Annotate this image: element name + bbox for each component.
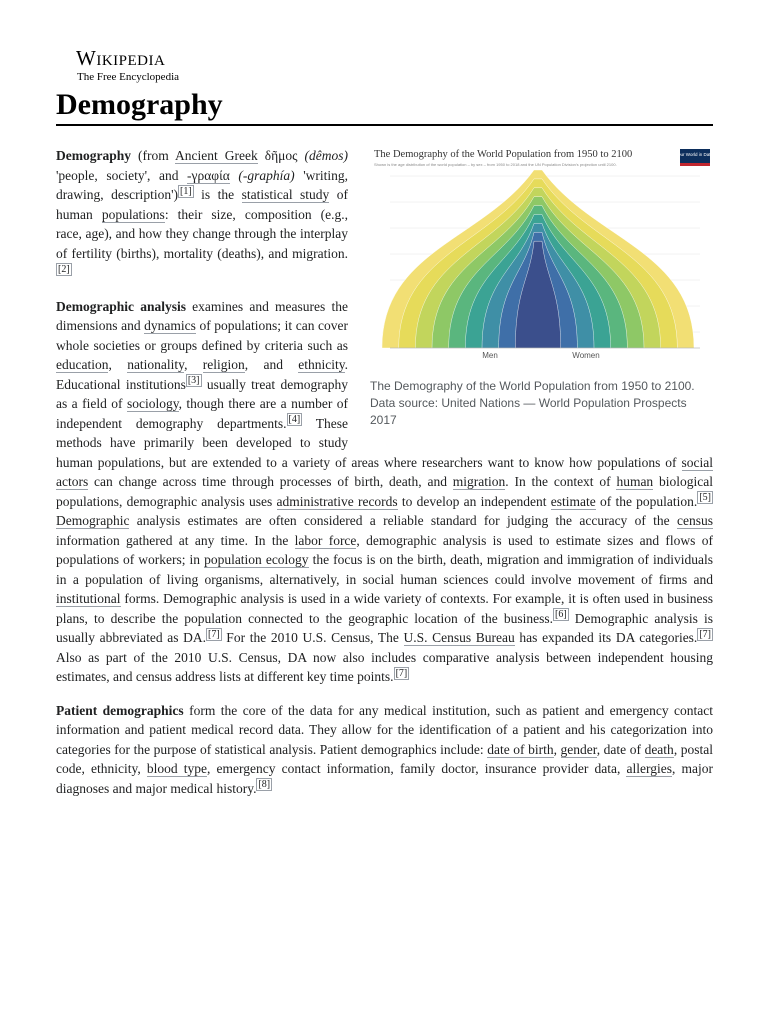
link-labor-force[interactable]: labor force: [294, 532, 357, 548]
paragraph-3: Patient demographics form the core of the data for any medical institution, such as patient and emergency contact information and patient medical record data. They allow for the identification of a patient and his categorization into categories for the purpose of statistical analysis. Patient demographics include: date of birth, gender, date of death, postal code, ethnicity, blood type, emergency contact information, family doctor, insurance provider data, allergies, major diagnoses and major medical history. [8]: [56, 702, 714, 796]
ref-7b[interactable]: [7]: [699, 628, 711, 640]
title-divider: [56, 124, 713, 126]
link-graphia[interactable]: -γραφία: [187, 167, 230, 183]
ref-7a[interactable]: [7]: [208, 628, 220, 640]
owid-badge: Our World in Data: [677, 152, 713, 157]
chart-title: The Demography of the World Population from 1950 to 2100: [374, 149, 633, 160]
link-human[interactable]: human: [616, 474, 654, 489]
label-men: Men: [482, 351, 498, 360]
logo-wordmark: Wikipedia: [76, 46, 166, 70]
ref-1[interactable]: [1]: [180, 185, 192, 197]
link-education[interactable]: education: [56, 357, 109, 372]
link-dynamics[interactable]: dynamics: [144, 318, 196, 333]
link-us-census-bureau[interactable]: U.S. Census Bureau: [403, 630, 515, 645]
link-gender[interactable]: gender: [560, 741, 597, 757]
link-death[interactable]: death: [644, 741, 674, 757]
link-estimate[interactable]: estimate: [550, 493, 596, 509]
link-religion[interactable]: religion: [202, 357, 245, 372]
article: [56, 48, 713, 812]
link-statistical-study[interactable]: statistical study: [241, 187, 330, 202]
population-pyramid-chart[interactable]: [370, 146, 713, 376]
link-census[interactable]: census: [677, 513, 713, 528]
paragraph-2: Demographic analysis examines and measures the dimensions and dynamics of populations; it can cover whole societies or groups defined by criteria such as education, nationality, religion, and ethnicity. Educational institutions [3] usually treat demography as a field of sociology, though there are a number of independent demography departments. [4] These methods have primarily been developed to study human populations, but are extended to a variety of areas where researchers want to know how populations of social actors can change across time through processes of birth, death, and migration. In the context of human biological populations, demographic analysis uses administrative records to develop an independent estimate of the population. [5] Demographic analysis estimates are often considered a reliable standard for judging the accuracy of the census information gathered at any time. In the labor force, demographic analysis is used to estimate sizes and flows of populations of workers; in population ecology the focus is on the birth, death, migration and immigration of individuals in a population of living organisms, alternatively, in social human sciences could involve movement of firms and institutional forms. Demographic analysis is used in a wide variety of contexts. For example, it is often used in business plans, to describe the population connected to the geographic location of the business. [6] Demographic analysis is usually abbreviated as DA. [7] For the 2010 U.S. Census, The U.S. Census Bureau has expanded its DA categories. [7] Also as part of the 2010 U.S. Census, DA now also includes comparative analysis between independent housing estimates, and census address lists at different key time points. [7]: [56, 298, 713, 684]
link-migration[interactable]: migration: [452, 474, 506, 489]
page-title: Demography: [56, 88, 223, 121]
ref-8[interactable]: [8]: [258, 779, 271, 790]
ref-4[interactable]: [4]: [288, 414, 301, 425]
ref-6[interactable]: [6]: [555, 609, 567, 620]
chart-subtitle: Shown is the age distribution of the world population – by sex – from 1950 to 2018 and the UN Population Division's projection until 2100.: [374, 162, 617, 167]
link-populations[interactable]: populations: [101, 206, 165, 222]
wikipedia-logo[interactable]: [76, 48, 713, 83]
link-institutional[interactable]: institutional: [56, 591, 121, 606]
link-nationality[interactable]: nationality: [127, 357, 185, 372]
logo-tagline: The Free Encyclopedia: [77, 71, 180, 83]
link-blood-type[interactable]: blood type: [146, 761, 207, 776]
figure-caption: The Demography of the World Population from 1950 to 2100. Data source: United Nations — World Population Prospects 2017: [370, 379, 695, 427]
label-women: Women: [572, 351, 600, 360]
figure: [370, 146, 713, 429]
paragraph-1: Demography (from Ancient Greek δῆμος (dêmos) 'people, society', and -γραφία (-graphía) 'writing, drawing, description') [1] is the statistical study of human populations: their size, composition (e.g., race, age), and how they change through the interplay of fertility (births), mortality (deaths), and migration.[2]: [56, 148, 349, 275]
link-date-of-birth[interactable]: date of birth: [487, 741, 554, 757]
link-ancient-greek[interactable]: Ancient Greek: [175, 148, 258, 163]
link-sociology[interactable]: sociology: [126, 396, 179, 411]
ref-2[interactable]: [2]: [58, 263, 70, 275]
link-allergies[interactable]: allergies: [626, 761, 672, 776]
link-social-actors[interactable]: social actors: [56, 454, 713, 489]
ref-7c[interactable]: [7]: [395, 667, 408, 679]
link-demographic[interactable]: Demographic: [56, 513, 130, 528]
link-population-ecology[interactable]: population ecology: [204, 552, 309, 567]
ref-3[interactable]: [3]: [187, 375, 200, 386]
ref-5[interactable]: [5]: [699, 492, 711, 503]
link-administrative-records[interactable]: administrative records: [276, 493, 398, 509]
article-body: [56, 146, 713, 798]
link-ethnicity[interactable]: ethnicity: [298, 357, 345, 372]
